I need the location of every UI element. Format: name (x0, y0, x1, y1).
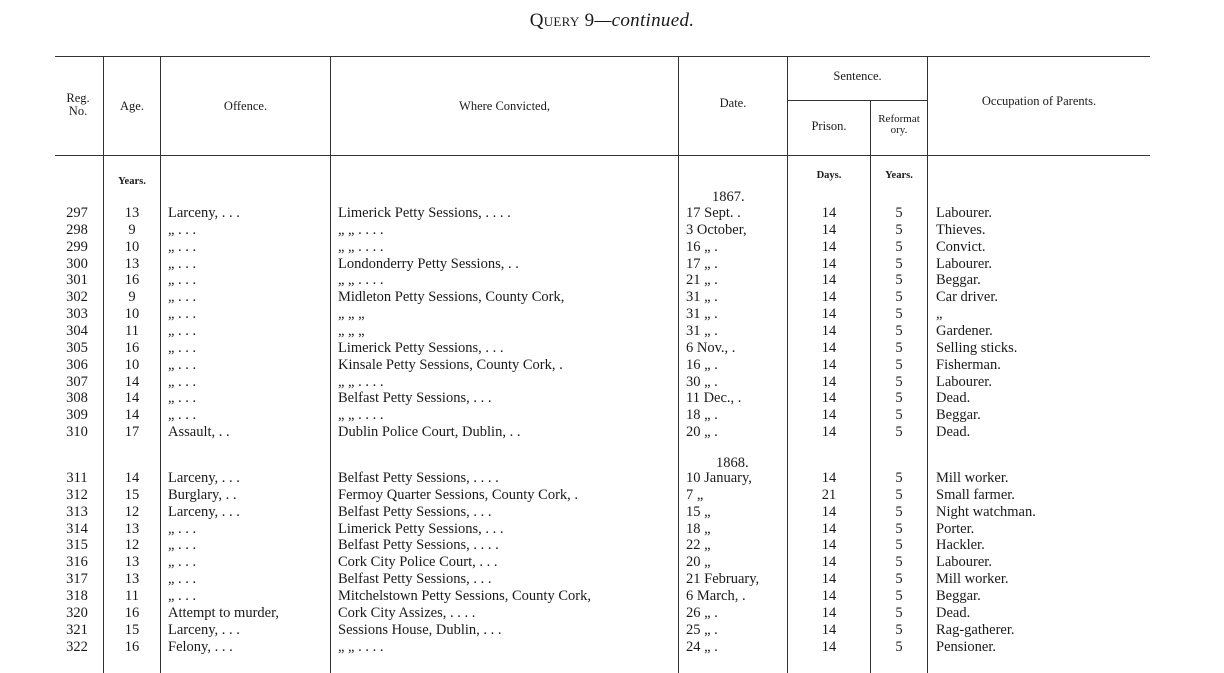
occupation-cell: „ (936, 306, 943, 323)
page-title: Query 9—continued. (529, 10, 695, 31)
year-label: 1867. (712, 189, 745, 205)
offence-cell: „ . . . (168, 571, 197, 588)
where-convicted-cell: Belfast Petty Sessions, . . . . (338, 537, 499, 554)
prison-days-cell: 14 (821, 621, 837, 638)
where-convicted-cell: Dublin Police Court, Dublin, . . (338, 424, 521, 441)
reformatory-years-cell: 5 (895, 323, 903, 339)
age-cell: 13 (124, 571, 140, 588)
where-convicted-cell: „ „ . . . . (338, 638, 384, 655)
occupation-cell: Labourer. (936, 255, 992, 272)
offence-cell: Felony, . . . (168, 638, 233, 655)
age-cell: 14 (124, 373, 140, 390)
date-cell: 20 „ . (686, 424, 718, 441)
prison-days-cell: 14 (821, 339, 837, 356)
reg-no-cell: 307 (66, 373, 88, 390)
reformatory-years-cell: 5 (895, 272, 903, 289)
age-cell: 11 (125, 323, 139, 339)
occupation-cell: Rag-gatherer. (936, 621, 1015, 638)
offence-cell: Larceny, . . . (168, 503, 240, 520)
age-cell: 12 (124, 537, 140, 554)
reg-no-cell: 312 (66, 486, 88, 503)
age-cell: 10 (124, 306, 140, 323)
occupation-cell: Hackler. (936, 537, 985, 554)
date-cell: 21 „ . (686, 272, 718, 289)
top-rule (55, 56, 1150, 57)
date-cell: 18 „ (686, 520, 711, 537)
header-age: Age. (120, 99, 144, 113)
occupation-cell: Porter. (936, 520, 975, 537)
reg-no-cell: 317 (66, 571, 88, 588)
reformatory-years-cell: 5 (895, 470, 903, 486)
reformatory-years-cell: 5 (895, 339, 903, 356)
year-label: 1868. (716, 455, 749, 471)
age-cell: 13 (124, 554, 140, 571)
where-convicted-cell: Belfast Petty Sessions, . . . (338, 571, 492, 588)
offence-cell: Larceny, . . . (168, 205, 240, 221)
age-cell: 13 (124, 205, 140, 221)
prison-days-cell: 14 (821, 323, 837, 339)
reformatory-years-cell: 5 (895, 537, 903, 554)
offence-cell: „ . . . (168, 588, 197, 604)
offence-cell: „ . . . (168, 272, 197, 289)
occupation-cell: Selling sticks. (936, 339, 1018, 356)
age-cell: 16 (124, 272, 140, 289)
date-cell: 18 „ . (686, 407, 718, 424)
reg-no-cell: 298 (66, 221, 88, 238)
age-cell: 12 (124, 503, 140, 520)
reg-no-cell: 297 (66, 205, 88, 221)
age-cell: 16 (124, 638, 140, 655)
reformatory-years-cell: 5 (895, 503, 903, 520)
offence-cell: „ . . . (168, 306, 197, 323)
reformatory-years-cell: 5 (895, 306, 903, 323)
age-cell: 14 (124, 470, 140, 486)
where-convicted-cell: Fermoy Quarter Sessions, County Cork, . (338, 486, 579, 503)
date-cell: 26 „ . (686, 604, 718, 621)
reg-no-cell: 313 (66, 503, 88, 520)
occupation-cell: Gardener. (936, 323, 993, 339)
reg-no-cell: 301 (66, 272, 88, 289)
reg-no-cell: 306 (66, 356, 88, 373)
prison-days-cell: 14 (821, 289, 837, 306)
prison-days-cell: 14 (821, 424, 837, 441)
col-divider (927, 56, 928, 673)
offence-cell: „ . . . (168, 238, 197, 255)
age-cell: 9 (128, 221, 136, 238)
occupation-cell: Beggar. (936, 407, 981, 424)
prison-days-cell: 14 (821, 356, 837, 373)
date-cell: 16 „ . (686, 356, 718, 373)
date-cell: 31 „ . (686, 289, 718, 306)
reformatory-years-cell: 5 (895, 205, 903, 221)
reformatory-years-cell: 5 (895, 621, 903, 638)
occupation-cell: Pensioner. (936, 638, 997, 655)
age-cell: 10 (124, 356, 140, 373)
reformatory-years-cell: 5 (895, 638, 903, 655)
where-convicted-cell: Londonderry Petty Sessions, . . (338, 255, 519, 272)
occupation-cell: Beggar. (936, 272, 981, 289)
where-convicted-cell: Belfast Petty Sessions, . . . (338, 503, 492, 520)
unit-reformatory: Years. (885, 170, 913, 181)
reg-no-cell: 302 (66, 289, 88, 306)
header-where-convicted: Where Convicted, (459, 99, 550, 113)
where-convicted-cell: Limerick Petty Sessions, . . . (338, 339, 504, 356)
reg-no-cell: 299 (66, 238, 88, 255)
prison-days-cell: 14 (821, 306, 837, 323)
where-convicted-cell: Sessions House, Dublin, . . . (338, 621, 502, 638)
where-convicted-cell: „ „ „ (338, 306, 365, 323)
where-convicted-cell: „ „ . . . . (338, 373, 384, 390)
age-cell: 15 (124, 621, 140, 638)
date-cell: 6 Nov., . (686, 339, 736, 356)
reg-no-cell: 315 (66, 537, 88, 554)
occupation-cell: Fisherman. (936, 356, 1001, 373)
age-cell: 16 (124, 604, 140, 621)
date-cell: 6 March, . (686, 588, 746, 604)
offence-cell: „ . . . (168, 537, 197, 554)
date-cell: 20 „ (686, 554, 711, 571)
age-cell: 15 (124, 486, 140, 503)
prison-days-cell: 14 (821, 407, 837, 424)
offence-cell: „ . . . (168, 520, 197, 537)
date-cell: 17 Sept. . (686, 205, 741, 221)
where-convicted-cell: „ „ . . . . (338, 407, 384, 424)
prison-days-cell: 14 (821, 238, 837, 255)
reg-no-cell: 322 (66, 638, 88, 655)
col-divider (678, 56, 679, 673)
reg-no-cell: 311 (66, 470, 88, 486)
occupation-cell: Dead. (936, 390, 971, 407)
header-reg-no: Reg. No. (66, 91, 90, 118)
offence-cell: „ . . . (168, 554, 197, 571)
offence-cell: Attempt to murder, (168, 604, 279, 621)
date-cell: 7 „ (686, 486, 704, 503)
reg-no-cell: 309 (66, 407, 88, 424)
offence-cell: „ . . . (168, 221, 197, 238)
prison-days-cell: 14 (821, 554, 837, 571)
occupation-cell: Small farmer. (936, 486, 1015, 503)
prison-days-cell: 14 (821, 272, 837, 289)
prison-days-cell: 14 (821, 373, 837, 390)
prison-days-cell: 14 (821, 503, 837, 520)
date-cell: 25 „ . (686, 621, 718, 638)
reformatory-years-cell: 5 (895, 390, 903, 407)
offence-cell: „ . . . (168, 289, 197, 306)
date-cell: 3 October, (686, 221, 747, 238)
col-divider (330, 56, 331, 673)
offence-cell: „ . . . (168, 323, 197, 339)
prison-days-cell: 14 (821, 520, 837, 537)
header-date: Date. (719, 96, 747, 110)
reformatory-years-cell: 5 (895, 221, 903, 238)
where-convicted-cell: Limerick Petty Sessions, . . . (338, 520, 504, 537)
prison-days-cell: 14 (821, 205, 837, 221)
unit-prison: Days. (816, 170, 842, 181)
age-cell: 17 (124, 424, 140, 441)
reg-no-cell: 318 (66, 588, 88, 604)
date-cell: 16 „ . (686, 238, 718, 255)
reg-no-cell: 310 (66, 424, 88, 441)
prison-days-cell: 14 (821, 604, 837, 621)
reformatory-years-cell: 5 (895, 407, 903, 424)
reg-no-cell: 320 (66, 604, 88, 621)
offence-cell: „ . . . (168, 390, 197, 407)
date-cell: 21 February, (686, 571, 760, 588)
age-cell: 16 (124, 339, 140, 356)
age-cell: 13 (124, 255, 140, 272)
offence-cell: Assault, . . (168, 424, 230, 441)
reformatory-years-cell: 5 (895, 238, 903, 255)
where-convicted-cell: „ „ . . . . (338, 221, 384, 238)
reformatory-years-cell: 5 (895, 520, 903, 537)
date-cell: 17 „ . (686, 255, 718, 272)
reformatory-years-cell: 5 (895, 604, 903, 621)
header-occupation: Occupation of Parents. (981, 94, 1097, 108)
age-cell: 10 (124, 238, 140, 255)
reg-no-cell: 300 (66, 255, 88, 272)
offence-cell: Larceny, . . . (168, 621, 240, 638)
reg-no-cell: 314 (66, 520, 88, 537)
where-convicted-cell: „ „ „ (338, 323, 365, 339)
unit-age: Years. (118, 176, 146, 187)
reg-no-cell: 321 (66, 621, 88, 638)
occupation-cell: Car driver. (936, 289, 999, 306)
where-convicted-cell: Mitchelstown Petty Sessions, County Cork, (338, 588, 591, 604)
reformatory-years-cell: 5 (895, 571, 903, 588)
where-convicted-cell: „ „ . . . . (338, 238, 384, 255)
age-cell: 11 (125, 588, 139, 604)
prison-days-cell: 21 (821, 486, 837, 503)
reformatory-years-cell: 5 (895, 255, 903, 272)
prison-days-cell: 14 (821, 470, 837, 486)
occupation-cell: Mill worker. (936, 470, 1009, 486)
reformatory-years-cell: 5 (895, 424, 903, 441)
prison-days-cell: 14 (821, 588, 837, 604)
age-cell: 14 (124, 407, 140, 424)
date-cell: 10 January, (686, 470, 752, 486)
header-offence: Offence. (223, 99, 268, 113)
where-convicted-cell: Belfast Petty Sessions, . . . . (338, 470, 499, 486)
date-cell: 30 „ . (686, 373, 718, 390)
reg-no-cell: 303 (66, 306, 88, 323)
header-reformatory: Reformatory. (878, 113, 920, 136)
reformatory-years-cell: 5 (895, 356, 903, 373)
where-convicted-cell: Midleton Petty Sessions, County Cork, (338, 289, 565, 306)
prison-days-cell: 14 (821, 537, 837, 554)
header-prison: Prison. (811, 119, 847, 133)
offence-cell: „ . . . (168, 407, 197, 424)
prison-days-cell: 14 (821, 571, 837, 588)
occupation-cell: Dead. (936, 424, 971, 441)
occupation-cell: Convict. (936, 238, 986, 255)
date-cell: 15 „ (686, 503, 711, 520)
reformatory-years-cell: 5 (895, 486, 903, 503)
reg-no-cell: 316 (66, 554, 88, 571)
where-convicted-cell: Belfast Petty Sessions, . . . (338, 390, 492, 407)
occupation-cell: Beggar. (936, 588, 981, 604)
age-cell: 9 (128, 289, 136, 306)
header-sentence: Sentence. (833, 69, 882, 83)
prison-days-cell: 14 (821, 255, 837, 272)
reformatory-years-cell: 5 (895, 554, 903, 571)
where-convicted-cell: Limerick Petty Sessions, . . . . (338, 205, 511, 221)
reg-no-cell: 305 (66, 339, 88, 356)
occupation-cell: Mill worker. (936, 571, 1009, 588)
header-bottom-rule (55, 155, 1150, 156)
date-cell: 22 „ (686, 537, 711, 554)
occupation-cell: Labourer. (936, 554, 992, 571)
occupation-cell: Labourer. (936, 205, 992, 221)
reformatory-years-cell: 5 (895, 588, 903, 604)
prison-days-cell: 14 (821, 221, 837, 238)
age-cell: 14 (124, 390, 140, 407)
offence-cell: „ . . . (168, 339, 197, 356)
reg-no-cell: 308 (66, 390, 88, 407)
offence-cell: Larceny, . . . (168, 470, 240, 486)
where-convicted-cell: Kinsale Petty Sessions, County Cork, . (338, 356, 563, 373)
col-divider (160, 56, 161, 673)
occupation-cell: Labourer. (936, 373, 992, 390)
where-convicted-cell: Cork City Assizes, . . . . (338, 604, 476, 621)
prison-days-cell: 14 (821, 390, 837, 407)
reformatory-years-cell: 5 (895, 373, 903, 390)
age-cell: 13 (124, 520, 140, 537)
occupation-cell: Night watchman. (936, 503, 1036, 520)
date-cell: 31 „ . (686, 306, 718, 323)
date-cell: 31 „ . (686, 323, 718, 339)
where-convicted-cell: Cork City Police Court, . . . (338, 554, 498, 571)
prison-days-cell: 14 (821, 638, 837, 655)
offence-cell: „ . . . (168, 255, 197, 272)
reformatory-years-cell: 5 (895, 289, 903, 306)
sentence-rule (787, 100, 927, 101)
reg-no-cell: 304 (66, 323, 88, 339)
occupation-cell: Dead. (936, 604, 971, 621)
occupation-cell: Thieves. (936, 221, 986, 238)
where-convicted-cell: „ „ . . . . (338, 272, 384, 289)
date-cell: 24 „ . (686, 638, 718, 655)
offence-cell: Burglary, . . (168, 486, 237, 503)
date-cell: 11 Dec., . (686, 390, 742, 407)
offence-cell: „ . . . (168, 373, 197, 390)
offence-cell: „ . . . (168, 356, 197, 373)
